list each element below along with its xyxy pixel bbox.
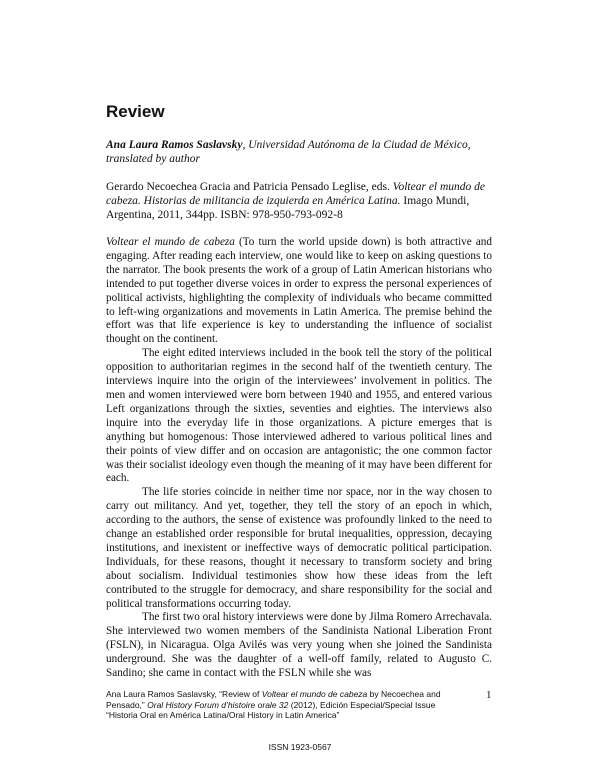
page-number: 1 — [486, 689, 492, 701]
paragraph-4: The first two oral history interviews were done by Jilma Romero Arrechavala. She interviewed two women members of the Sandinista National Liberation Front (FSLN), in Nicaragua. Olga Avilés was very young when she joined the Sandinista underground. She was the daughter of a well-off family, related to Augusto C. Sandino; she came in contact with the FSLN while she was — [106, 611, 492, 680]
paragraph-2: The eight edited interviews included in the book tell the story of the political opposition to authoritarian regimes in the second half of the twentieth century. The interviews inquire into the origin of the interviewees’ involvement in politics. The men and women interviewed were born between 1940 and 1955, and entered various Left organizations through the sixties, seventies and eighties. The interviews also inquire into the everyday life in those organizations. A picture emerges that is anything but homogenous: Those interviewed adhered to various political lines and their points of view differ and on occasion are antagonistic; the one common factor was their socialist ideology even though the meaning of it may have been different for each. — [106, 347, 492, 485]
book-citation — [106, 180, 500, 222]
footer-book-title: Voltear el mundo de cabeza — [261, 689, 368, 699]
paragraph-3: The life stories coincide in neither time nor space, nor in the way chosen to carry out militancy. And yet, together, they tell the story of an epoch in which, according to the authors, the sense of existence was profoundly linked to the need to change an established order responsible for brutal inequalities, oppression, decaying institutions, and inexistent or ineffective ways of democratic political participation. Individuals, for these reasons, thought it necessary to transform society and bring about socialism. Individual testimonies show how these ideas from the left contributed to the struggle for democracy, and share responsibility for the social and political transformations occurring today. — [106, 486, 492, 610]
footer-part: by Necoechea and Pensado,” — [106, 689, 441, 710]
author-affiliation: , Universidad Autónoma de la Ciudad de México, — [242, 139, 471, 151]
footer-citation — [106, 689, 466, 721]
paragraph-1-text: (To turn the world upside down) is both attractive and engaging. After reading each interview, one would like to keep on asking questions to the narrator. The book presents the work of a group of Latin American historians who intended to put together diverse voices in order to express the personal experiences of political activists, highlighting the complexity of individuals who became committed to left-wing organizations and movements in Latin America. The premise behind the effort was that life experience is key to understanding the influence of socialist thought on the continent. — [106, 236, 492, 346]
paragraph-1 — [106, 236, 492, 347]
translation-note: translated by author — [106, 153, 200, 165]
author-name: Ana Laura Ramos Saslavsky — [106, 139, 243, 151]
author-line — [106, 138, 500, 166]
citation-title: Voltear el mundo de cabeza. Historias de militancia de izquierda en América Latina. — [106, 181, 486, 207]
issn: ISSN 1923-0567 — [268, 742, 332, 752]
footer-part: Ana Laura Ramos Saslavsky, “Review of — [106, 689, 262, 699]
section-heading: Review — [106, 102, 165, 121]
review-body — [106, 236, 492, 681]
citation-publisher: Imago Mundi, Argentina, 2011, 344pp. ISBN: 978-950-793-092-8 — [106, 195, 470, 221]
footer-journal-title: Oral History Forum d’histoire orale 32 — [147, 699, 289, 710]
citation-editors: Gerardo Necoechea Gracia and Patricia Pensado Leglise, eds. — [106, 181, 393, 193]
footer-part: (2012), Edición Especial/Special Issue “Historia Oral en América Latina/Oral History in Latin America” — [106, 699, 436, 720]
book-title-inline: Voltear el mundo de cabeza — [106, 236, 235, 248]
